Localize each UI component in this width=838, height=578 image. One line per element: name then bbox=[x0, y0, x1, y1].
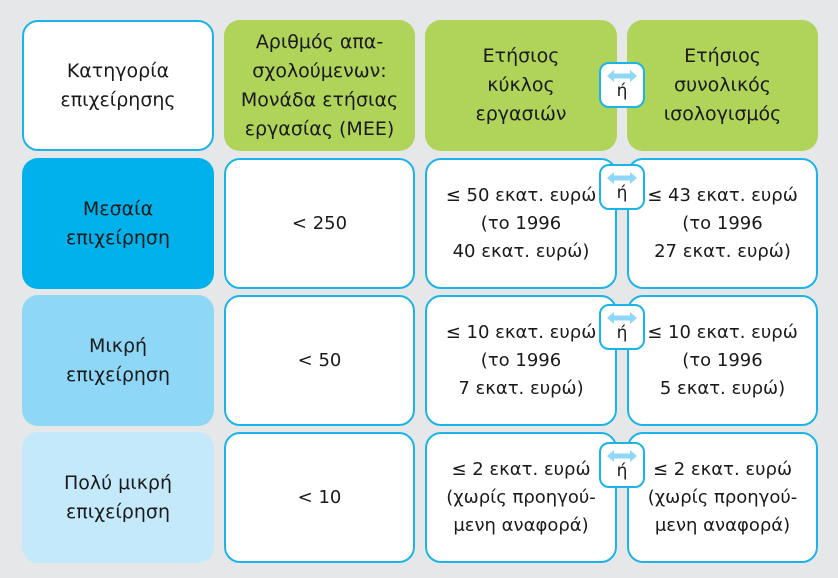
employees-medium: < 250 bbox=[224, 158, 415, 289]
turnover-small: ≤ 10 εκατ. ευρώ (το 1996 7 εκατ. ευρώ) bbox=[425, 295, 617, 426]
header-category: Κατηγορία επιχείρησης bbox=[22, 20, 214, 151]
employees-micro: < 10 bbox=[224, 432, 415, 563]
balance-medium: ≤ 43 εκατ. ευρώ (το 1996 27 εκατ. ευρώ) bbox=[627, 158, 818, 289]
header-turnover: Ετήσιος κύκλος εργασιών bbox=[425, 20, 617, 151]
or-badge-header bbox=[599, 62, 645, 108]
balance-micro: ≤ 2 εκατ. ευρώ (χωρίς προηγού- μενη αναφορά) bbox=[627, 432, 818, 563]
category-medium: Μεσαία επιχείρηση bbox=[22, 158, 214, 289]
or-badge-medium bbox=[599, 164, 645, 210]
employees-small: < 50 bbox=[224, 295, 415, 426]
turnover-micro: ≤ 2 εκατ. ευρώ (χωρίς προηγού- μενη αναφορά) bbox=[425, 432, 617, 563]
or-badge-small bbox=[599, 304, 645, 350]
header-balance: Ετήσιος συνολικός ισολογισμός bbox=[627, 20, 818, 151]
or-label: ή bbox=[616, 183, 628, 203]
category-micro: Πολύ μικρή επιχείρηση bbox=[22, 432, 214, 563]
category-small: Μικρή επιχείρηση bbox=[22, 295, 214, 426]
or-label: ή bbox=[616, 461, 628, 481]
or-label: ή bbox=[616, 323, 628, 343]
or-badge-micro bbox=[599, 442, 645, 488]
turnover-medium: ≤ 50 εκατ. ευρώ (το 1996 40 εκατ. ευρώ) bbox=[425, 158, 617, 289]
balance-small: ≤ 10 εκατ. ευρώ (το 1996 5 εκατ. ευρώ) bbox=[627, 295, 818, 426]
or-label: ή bbox=[616, 81, 628, 101]
header-employees: Αριθμός απα- σχολούμενων: Μονάδα ετήσιας εργασίας (ΜΕΕ) bbox=[224, 20, 415, 151]
